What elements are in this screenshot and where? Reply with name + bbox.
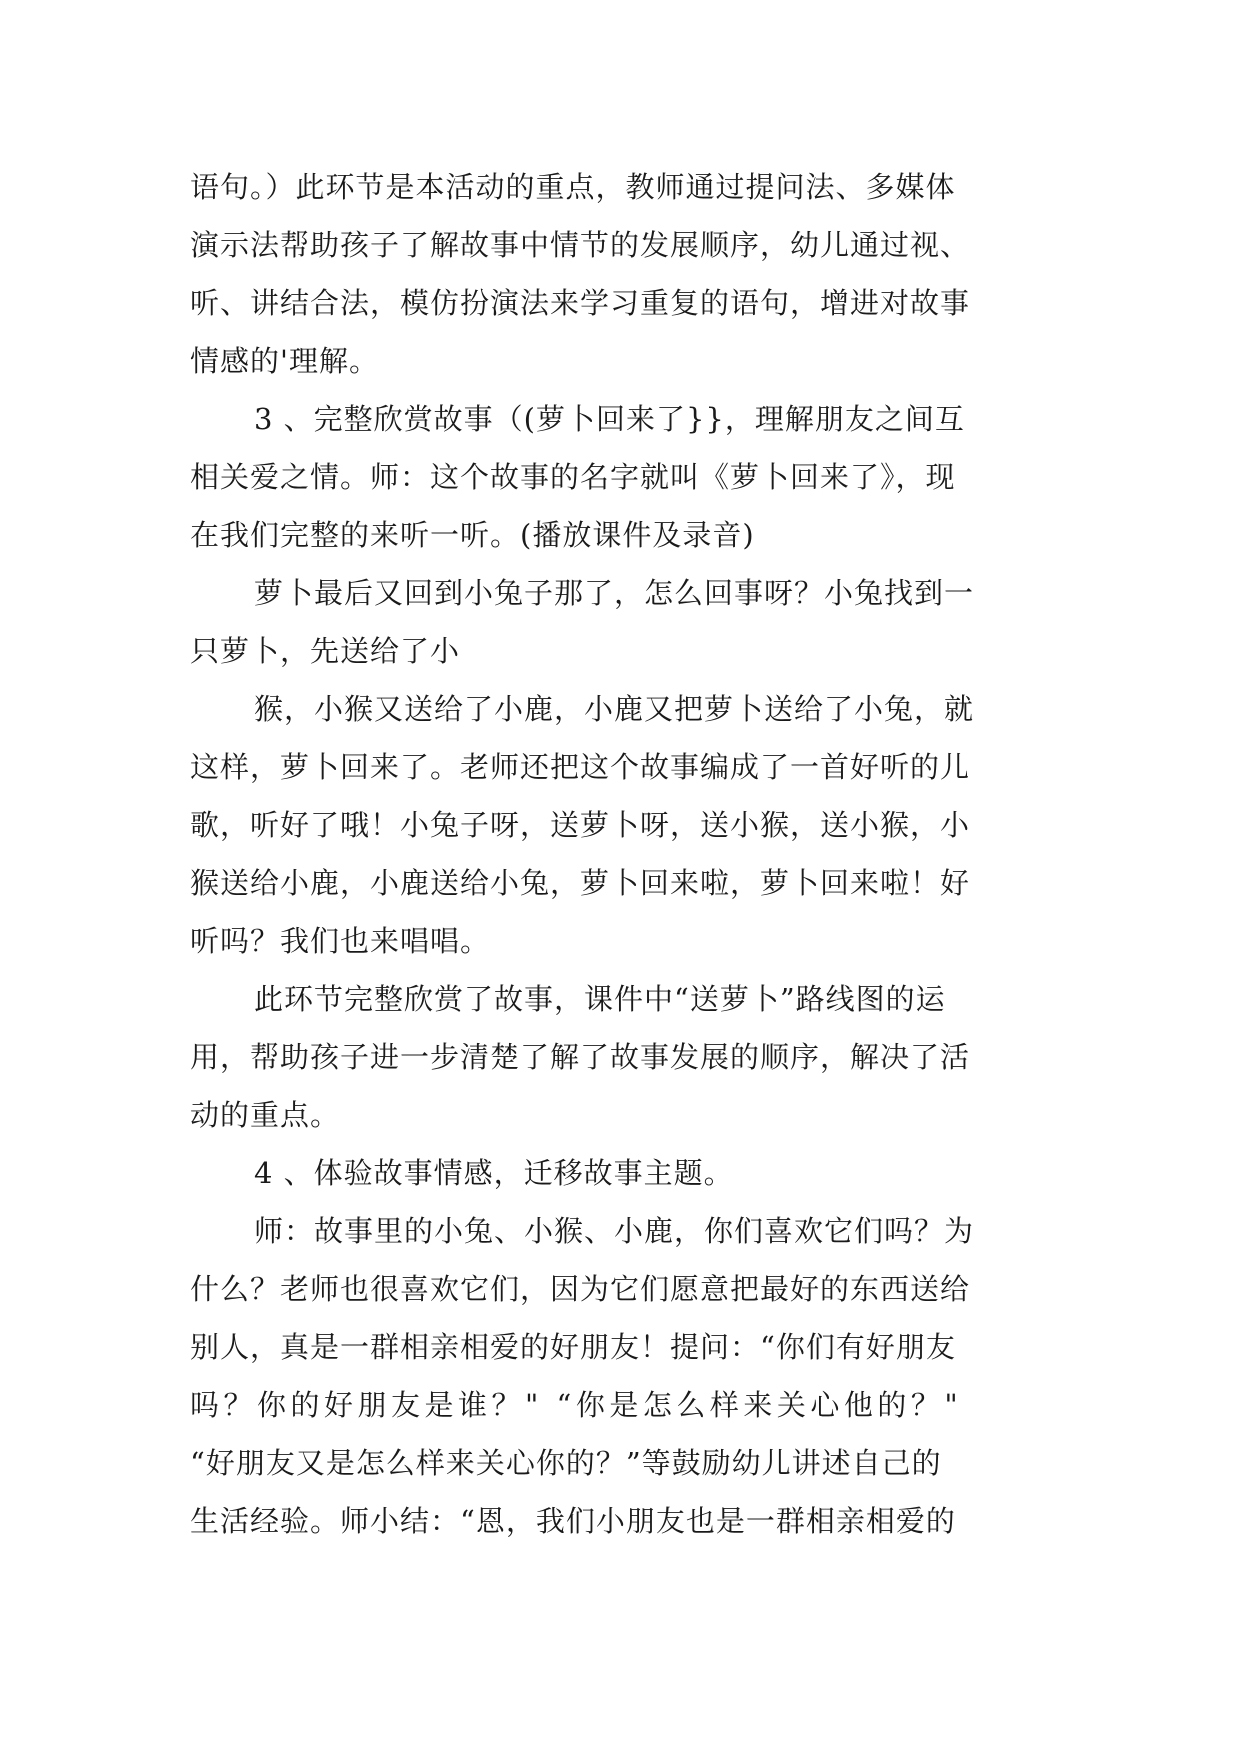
text-line-22: 吗？你的好朋友是谁？" “你是怎么样来关心他的？" [190, 1388, 963, 1422]
text-line-3: 听、讲结合法，模仿扮演法来学习重复的语句，增进对故事 [190, 286, 971, 320]
text-line-17: 动的重点。 [190, 1098, 341, 1132]
text-line-19: 师：故事里的小兔、小猴、小鹿，你们喜欢它们吗？为 [254, 1214, 975, 1248]
text-line-18: 4 、体验故事情感，迁移故事主题。 [254, 1156, 734, 1190]
text-line-11: 这样，萝卜回来了。老师还把这个故事编成了一首好听的儿 [190, 750, 971, 784]
text-line-5: 3 、完整欣赏故事（(萝卜回来了}}，理解朋友之间互 [254, 402, 965, 436]
text-line-16: 用，帮助孩子进一步清楚了解了故事发展的顺序，解决了活 [190, 1040, 971, 1074]
text-line-20: 什么？老师也很喜欢它们，因为它们愿意把最好的东西送给 [190, 1272, 971, 1306]
text-line-12: 歌，听好了哦！小兔子呀，送萝卜呀，送小猴，送小猴，小 [190, 808, 971, 842]
text-line-4: 情感的'理解。 [190, 344, 379, 378]
document-body [190, 158, 1050, 1550]
text-line-15: 此环节完整欣赏了故事，课件中“送萝卜”路线图的运 [254, 982, 946, 1016]
text-line-7: 在我们完整的来听一听。(播放课件及录音) [190, 518, 755, 552]
text-line-6: 相关爱之情。师：这个故事的名字就叫《萝卜回来了》，现 [190, 460, 956, 494]
text-line-8: 萝卜最后又回到小兔子那了，怎么回事呀？小兔找到一 [254, 576, 975, 610]
text-line-21: 别人，真是一群相亲相爱的好朋友！提问：“你们有好朋友 [190, 1330, 956, 1364]
text-line-13: 猴送给小鹿，小鹿送给小兔，萝卜回来啦，萝卜回来啦！好 [190, 866, 971, 900]
text-line-14: 听吗？我们也来唱唱。 [190, 924, 491, 958]
text-line-9: 只萝卜，先送给了小 [190, 634, 461, 668]
text-line-10: 猴，小猴又送给了小鹿，小鹿又把萝卜送给了小兔，就 [254, 692, 975, 726]
text-line-1: 语句。）此环节是本活动的重点，教师通过提问法、多媒体 [190, 170, 956, 204]
text-line-24: 生活经验。师小结：“恩，我们小朋友也是一群相亲相爱的 [190, 1504, 956, 1538]
text-line-23: “好朋友又是怎么样来关心你的？”等鼓励幼儿讲述自己的 [190, 1446, 942, 1480]
text-line-2: 演示法帮助孩子了解故事中情节的发展顺序，幼儿通过视、 [190, 228, 971, 262]
